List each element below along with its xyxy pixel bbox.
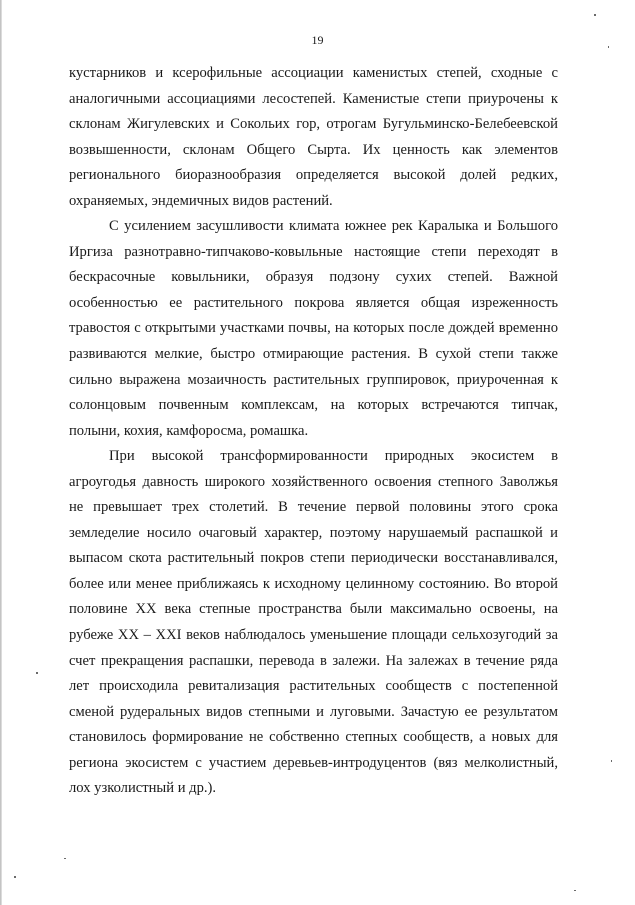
scan-speck: [64, 858, 66, 859]
scan-speck: [574, 890, 576, 891]
body-text: [69, 61, 558, 802]
scan-speck: [14, 876, 16, 878]
page-number: 19: [311, 33, 324, 47]
scan-speck: [611, 760, 612, 762]
scan-speck: [594, 14, 596, 16]
paragraph-1: кустарников и ксерофильные ассоциации каменистых степей, сходные с аналогичными ассоциациями лесостепей. Каменистые степи приурочены к склонам Жигулевских и Сокольих гор, отрогам Бугульминско-Белебеевской возвышенности, склонам Общего Сырта. Их ценность как элементов регионального биоразнообразия определяется высокой долей редких, охраняемых, эндемичных видов растений.: [69, 65, 558, 209]
scan-left-edge: [0, 0, 2, 905]
paragraph-3: При высокой трансформированности природных экосистем в агроугодья давность широкого хозяйственного освоения степного Заволжья не превышает трех столетий. В течение первой половины этого срока земледелие носило очаговый характер, поэтому нарушаемый распашкой и выпасом скота растительный покров степи периодически восстанавливался, более или менее приближаясь к исходному целинному состоянию. Во второй половине XX века степные пространства были максимально освоены, на рубеже XX – XXI веков наблюдалось уменьшение площади сельхозугодий за счет прекращения распашки, перевода в залежи. На залежах в течение ряда лет происходила ревитализация растительных сообществ с постепенной сменой рудеральных видов степными и луговыми. Зачастую ее результатом становилось формирование не собственно степных сообществ, а новых для региона экосистем с участием деревьев-интродуцентов (вяз мелколистный, лох узколистный и др.).: [69, 448, 558, 797]
scan-speck: [36, 672, 38, 674]
scan-speck: [608, 46, 609, 48]
paragraph-2: С усилением засушливости климата южнее рек Каралыка и Большого Иргиза разнотравно-типчаково-ковыльные настоящие степи переходят в бескрасочные ковыльники, образуя подзону сухих степей. Важной особенностью ее растительного покрова является общая изреженность травостоя с открытыми участками почвы, на которых после дождей временно развиваются мелкие, быстро отмирающие растения. В сухой степи также сильно выражена мозаичность растительных группировок, приуроченная к солонцовым почвенным комплексам, на которых встречаются типчак, полыни, кохия, камфоросма, ромашка.: [69, 218, 558, 439]
